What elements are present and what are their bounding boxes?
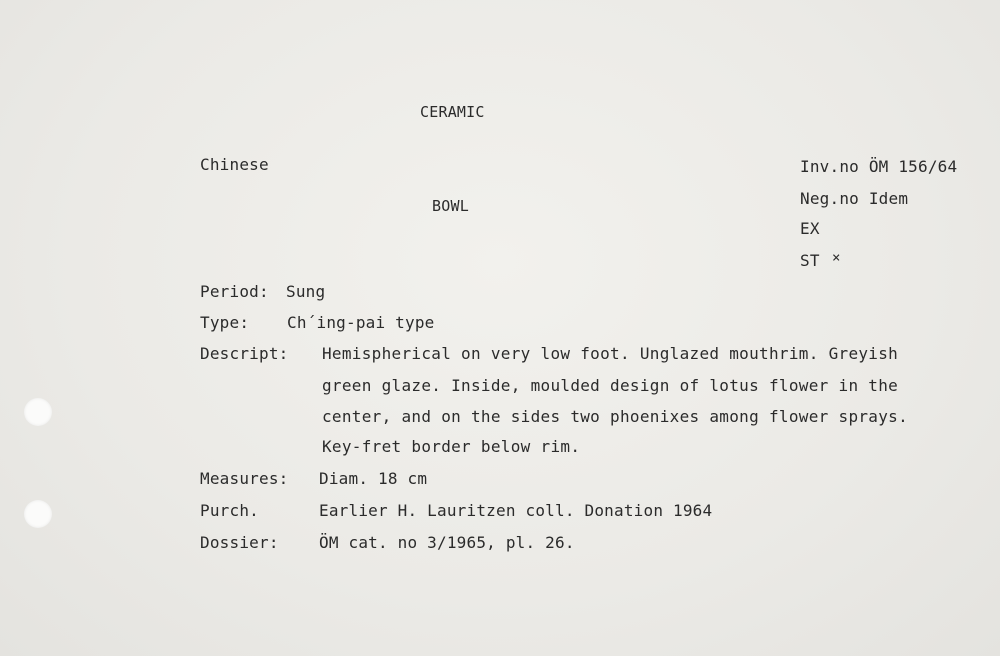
description-line: green glaze. Inside, moulded design of lotus flower in the (322, 376, 899, 395)
object-name: BOWL (432, 197, 469, 215)
purchase-label: Purch. (200, 501, 259, 520)
punch-hole-bottom (24, 500, 52, 528)
punch-hole-top (24, 398, 52, 426)
inventory-number: Inv.no ÖM 156/64 (800, 157, 958, 176)
description-line: Hemispherical on very low foot. Unglazed mouthrim. Greyish (322, 344, 899, 363)
ex-mark: EX (800, 219, 820, 238)
dossier-value: ÖM cat. no 3/1965, pl. 26. (319, 533, 575, 552)
period-label: Period: (200, 282, 269, 301)
category-heading: CERAMIC (420, 103, 485, 121)
measures-value: Diam. 18 cm (319, 469, 428, 488)
description-line: Key-fret border below rim. (322, 437, 581, 456)
st-mark: ST (800, 251, 820, 270)
measures-label: Measures: (200, 469, 289, 488)
type-value: Ch´ing-pai type (287, 313, 435, 332)
descript-label: Descript: (200, 344, 289, 363)
dossier-label: Dossier: (200, 533, 279, 552)
period-value: Sung (286, 282, 326, 301)
st-check-mark: × (832, 250, 841, 266)
description-line: center, and on the sides two phoenixes among flower sprays. (322, 407, 909, 426)
purchase-value: Earlier H. Lauritzen coll. Donation 1964 (319, 501, 713, 520)
origin: Chinese (200, 155, 269, 174)
type-label: Type: (200, 313, 250, 332)
negative-number: Neg.no Idem (800, 189, 909, 208)
